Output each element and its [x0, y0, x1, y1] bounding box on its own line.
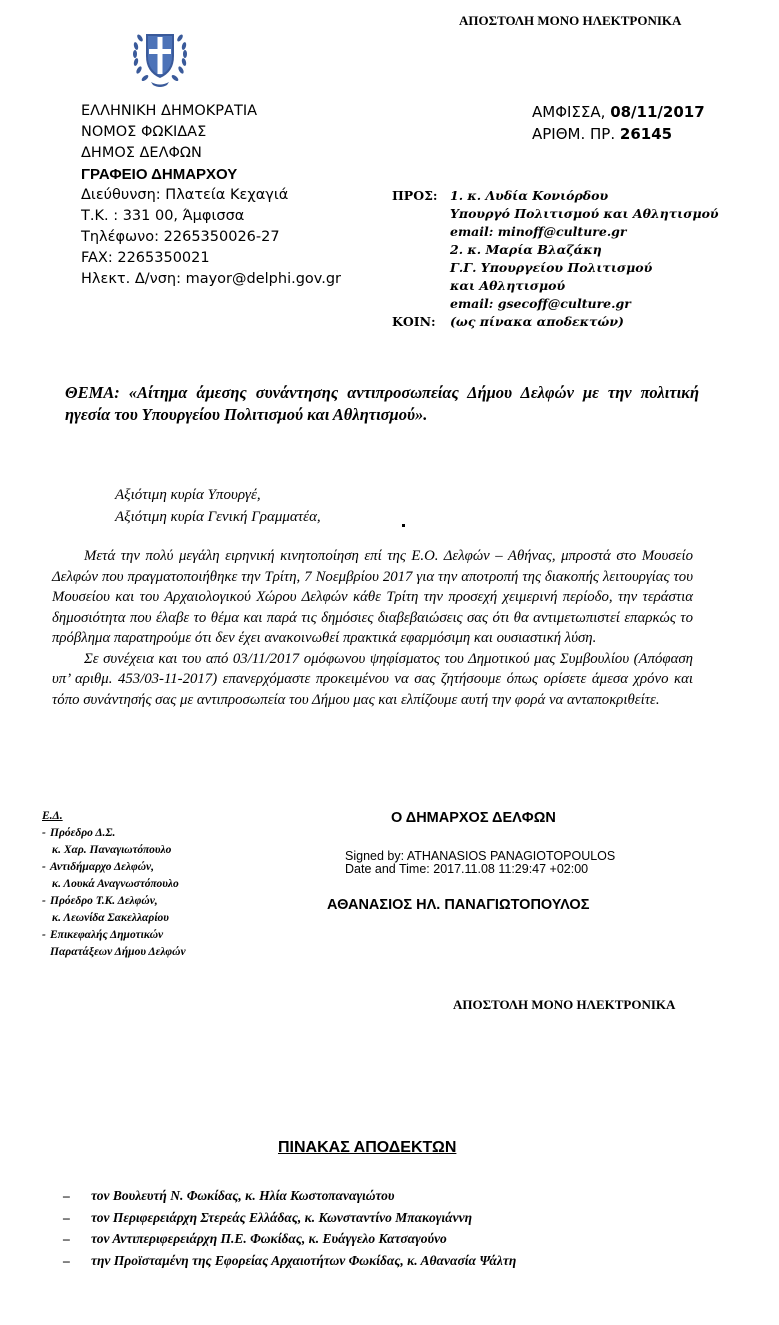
- sender-detail: Διεύθυνση: Πλατεία Κεχαγιά: [81, 187, 289, 203]
- body-paragraph: Μετά την πολύ μεγάλη ειρηνική κινητοποίηση επί της Ε.Ο. Δελφών – Αθήνας, μπροστά στο Μουσείο Δελφών που πραγματοποιήθηκε την Τρίτη, 7 Νοεμβρίου 2017 για την αποτροπή της διακοπής λειτουργίας του Μουσείου και του Αρχαιολογικού Χώρου Δελφών κάθε Τρίτη την προσεχή χειμερινή περίοδο, την τεράστια δημοσιότητα που έλαβε το θέμα και παρά τις δημόσιες διαβεβαιώσεις σας ότι θα αντιμετωπιστεί επαρκώς το πρόβλημα παρατηρούμε ότι δεν έχει ανακοινωθεί πρακτικά εφαρμόσιμη και ουσιαστική λύση.: [52, 548, 693, 646]
- top-delivery-note: ΑΠΟΣΤΟΛΗ ΜΟΝΟ ΗΛΕΚΤΡΟΝΙΚΑ: [459, 13, 682, 28]
- recipients-table-title: ΠΙΝΑΚΑΣ ΑΠΟΔΕΚΤΩΝ: [278, 1139, 457, 1156]
- sender-line: ΔΗΜΟΣ ΔΕΛΦΩΝ: [81, 145, 202, 161]
- cc-label: ΚΟΙΝ:: [392, 314, 436, 329]
- distribution-heading: Ε.Δ.: [42, 810, 63, 822]
- salutation-block: [115, 484, 321, 528]
- list-dash: –: [63, 1252, 70, 1268]
- sender-line: ΕΛΛΗΝΙΚΗ ΔΗΜΟΚΡΑΤΙΑ: [81, 103, 258, 119]
- letter-body: [52, 546, 693, 710]
- protocol-label: ΑΡΙΘΜ. ΠΡ.: [532, 125, 620, 143]
- distribution-item-detail: κ. Λεωνίδα Σακελλαρίου: [52, 912, 169, 924]
- internal-distribution: Ε.Δ. - Πρόεδρο Δ.Σ. κ. Χαρ. Παναγιωτόπουλο - Αντιδήμαρχο Δελφών, κ. Λουκά Αναγνωστόπουλο - Πρόεδρο Τ.Κ. Δελφών, κ. Λεωνίδα Σακελλαρίου - Επικεφαλής Δημοτικών Παρατάξεων Δήμου Δελφών: [42, 810, 186, 958]
- distribution-item: Πρόεδρο Τ.Κ. Δελφών,: [50, 895, 158, 907]
- sender-line: ΝΟΜΟΣ ΦΩΚΙΔΑΣ: [81, 124, 207, 140]
- sender-detail: FAX: 2265350021: [81, 250, 210, 266]
- list-item: τον Βουλευτή Ν. Φωκίδας, κ. Ηλία Κωστοπαναγιώτου: [91, 1188, 395, 1203]
- sender-detail: Τ.Κ. : 331 00, Άμφισσα: [81, 208, 245, 224]
- list-dash: –: [63, 1231, 70, 1246]
- recipient-line: Γ.Γ. Υπουργείου Πολιτισμού: [450, 260, 653, 275]
- list-item: την Προϊσταμένη της Εφορείας Αρχαιοτήτων Φωκίδας, κ. Αθανασία Ψάλτη: [91, 1252, 517, 1268]
- list-item: τον Περιφερειάρχη Στερεάς Ελλάδας, κ. Κωνσταντίνο Μπακογιάννη: [91, 1209, 473, 1225]
- recipients-table-list: [63, 1185, 516, 1271]
- distribution-item-detail: Παρατάξεων Δήμου Δελφών: [50, 946, 186, 958]
- protocol-number: 26145: [619, 125, 673, 143]
- distribution-item-detail: κ. Λουκά Αναγνωστόπουλο: [52, 878, 179, 890]
- list-dash: –: [63, 1188, 70, 1203]
- stray-dot: [402, 524, 405, 527]
- greek-emblem-icon: [131, 24, 189, 88]
- date-place: ΑΜΦΙΣΣΑ,: [532, 103, 611, 121]
- body-paragraph: Σε συνέχεια και του από 03/11/2017 ομόφωνου ψηφίσματος του Δημοτικού μας Συμβουλίου (Απόφαση υπ’ αριθμ. 453/03-11-2017) επανερχόμαστε προκειμένου να σας ζητήσουμε όπως ορίσετε άμεσα χρόνο και τόπο συνάντησής σας με αντιπροσωπεία του Δήμου μας και ελπίζουμε αυτή την φορά να ανταποκριθείτε.: [52, 650, 693, 708]
- sender-detail: Τηλέφωνο: 2265350026-27: [81, 229, 280, 245]
- distribution-item: Επικεφαλής Δημοτικών: [50, 929, 164, 941]
- list-dash: –: [63, 1209, 70, 1225]
- salutation-line: Αξιότιμη κυρία Υπουργέ,: [115, 487, 261, 503]
- subject-line: ΘΕΜΑ: «Αίτημα άμεσης συνάντησης αντιπροσωπείας Δήμου Δελφών με την πολιτική ηγεσία του Υπουργείου Πολιτισμού και Αθλητισμού».: [65, 383, 699, 424]
- recipient-line: Υπουργό Πολιτισμού και Αθλητισμού: [450, 206, 719, 221]
- distribution-item-detail: κ. Χαρ. Παναγιωτόπουλο: [52, 844, 172, 856]
- to-label: ΠΡΟΣ:: [392, 188, 438, 203]
- salutation-line: Αξιότιμη κυρία Γενική Γραμματέα,: [115, 509, 321, 525]
- signatory-name: ΑΘΑΝΑΣΙΟΣ ΗΛ. ΠΑΝΑΓΙΩΤΟΠΟΥΛΟΣ: [327, 897, 590, 913]
- digital-signature: [345, 850, 615, 876]
- signature-title: Ο ΔΗΜΑΡΧΟΣ ΔΕΛΦΩΝ: [391, 810, 556, 826]
- recipient-email: email: minoff@culture.gr: [450, 224, 627, 239]
- digital-datetime: Date and Time: 2017.11.08 11:29:47 +02:00: [345, 862, 589, 876]
- recipient-line: 1. κ. Λυδία Κονιόρδου: [450, 188, 609, 203]
- list-item: τον Αντιπεριφερειάρχη Π.Ε. Φωκίδας, κ. Ευάγγελο Κατσαγούνο: [91, 1231, 447, 1246]
- recipient-line: 2. κ. Μαρία Βλαζάκη: [450, 242, 602, 257]
- digital-signer: Signed by: ATHANASIOS PANAGIOTOPOULOS: [345, 849, 616, 863]
- sender-office: ΓΡΑΦΕΙΟ ΔΗΜΑΡΧΟΥ: [81, 166, 238, 183]
- recipients-block: [392, 187, 719, 331]
- date-block: [532, 101, 705, 145]
- cc-value: (ως πίνακα αποδεκτών): [450, 314, 624, 329]
- footer-delivery-note: ΑΠΟΣΤΟΛΗ ΜΟΝΟ ΗΛΕΚΤΡΟΝΙΚΑ: [453, 997, 676, 1012]
- distribution-item: Πρόεδρο Δ.Σ.: [50, 827, 116, 839]
- distribution-item: Αντιδήμαρχο Δελφών,: [50, 861, 154, 873]
- recipient-email: email: gsecoff@culture.gr: [450, 296, 631, 311]
- sender-block: [81, 101, 341, 290]
- recipient-line: και Αθλητισμού: [450, 278, 566, 293]
- sender-email: Ηλεκτ. Δ/νση: mayor@delphi.gov.gr: [81, 271, 342, 287]
- document-date: 08/11/2017: [610, 103, 705, 121]
